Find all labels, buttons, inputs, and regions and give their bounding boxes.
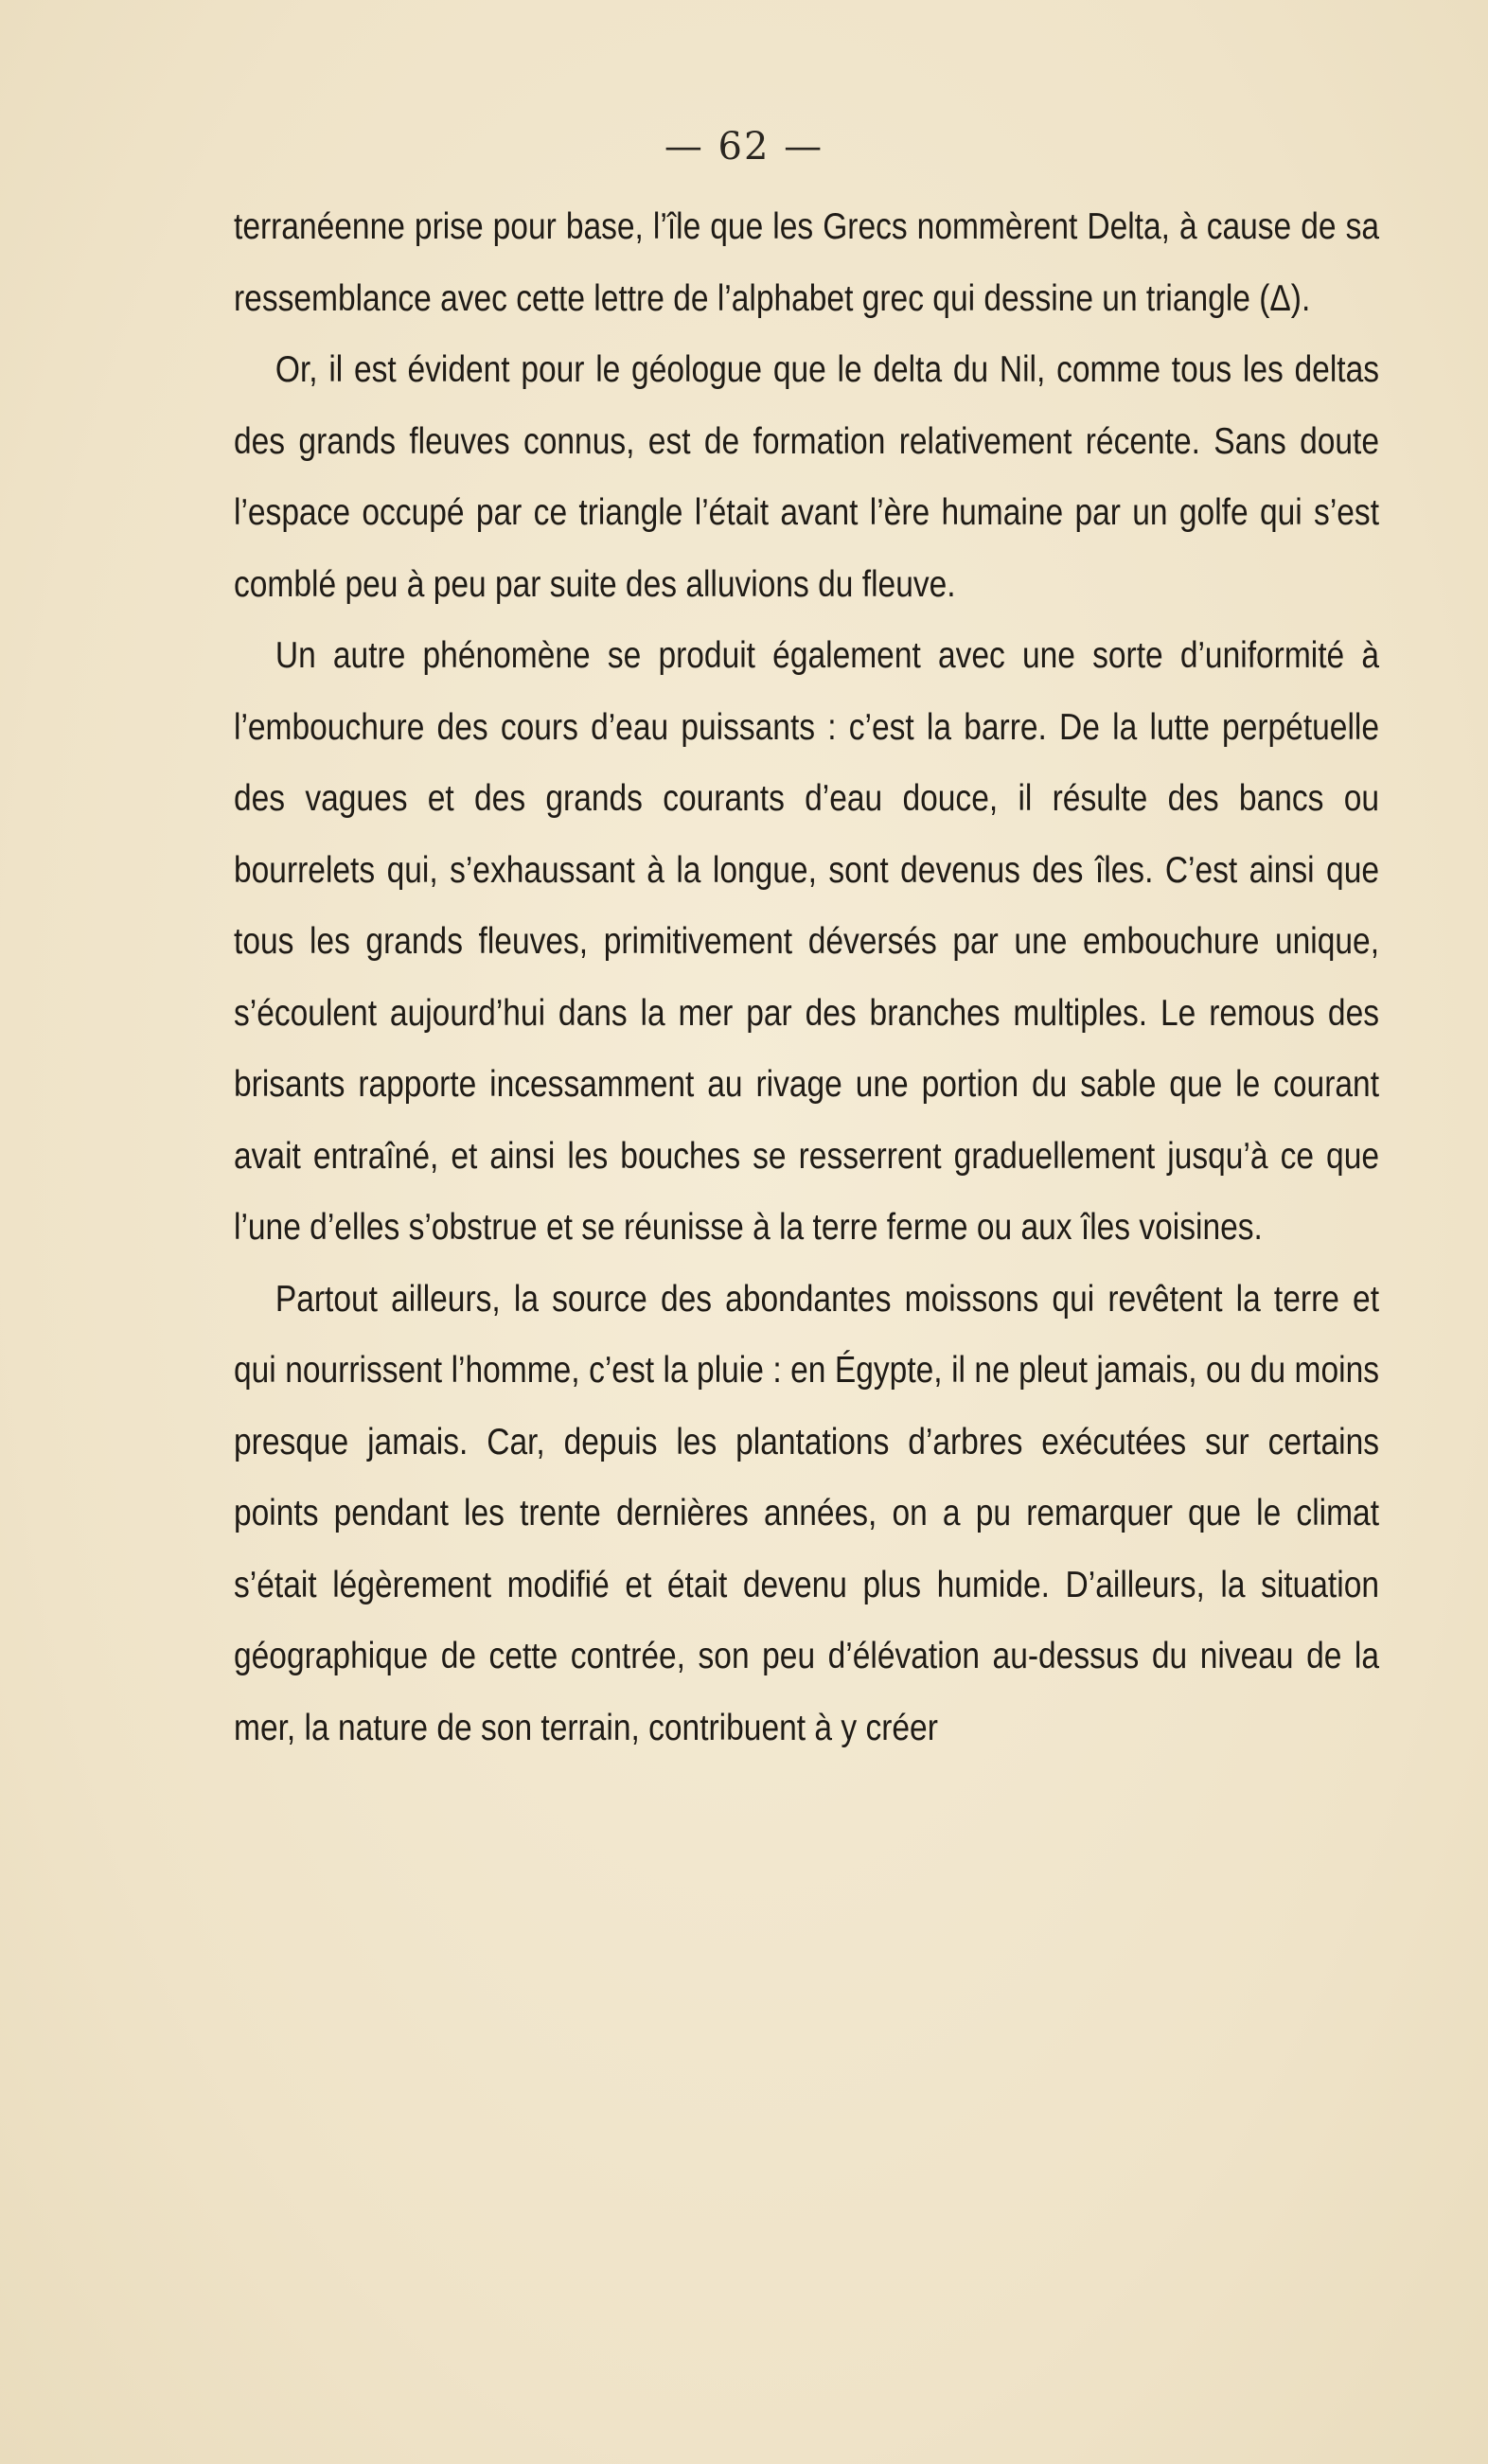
page-number: — 62 — xyxy=(664,125,824,168)
body-text xyxy=(234,191,1379,1764)
paragraph-1: terranéenne prise pour base, l’île que les Grecs nommèrent Delta, à cause de sa ressemblance avec cette lettre de l’alphabet grec qui dessine un triangle (Δ). xyxy=(234,206,1380,319)
text-column xyxy=(234,191,1379,1764)
paragraph-2: Or, il est évident pour le géologue que le delta du Nil, comme tous les deltas des grands fleuves connus, est de formation relativement récente. Sans doute l’espace occupé par ce triangle l’était avant l’ère humaine par un golfe qui s’est comblé peu à peu par suite des alluvions du fleuve. xyxy=(234,349,1380,605)
paragraph-3: Un autre phénomène se produit également avec une sorte d’uniformité à l’embouchure des cours d’eau puissants : c’est la barre. De la lutte perpétuelle des vagues et des grands courants d’eau douce, il résulte des bancs ou bourrelets qui, s’exhaussant à la longue, sont devenus des îles. C’est ainsi que tous les grands fleuves, primitivement déversés par une embouchure unique, s’écoulent aujourd’hui dans la mer par des branches multiples. Le remous des brisants rapporte incessamment au rivage une portion du sable que le courant avait entraîné, et ainsi les bouches se resserrent graduellement jusqu’à ce que l’une d’elles s’obstrue et se réunisse à la terre ferme ou aux îles voisines. xyxy=(234,635,1380,1248)
paragraph-4: Partout ailleurs, la source des abondantes moissons qui revêtent la terre et qui nourrissent l’homme, c’est la pluie : en Égypte, il ne pleut jamais, ou du moins presque jamais. Car, depuis les plantations d’arbres exécutées sur certains points pendant les trente dernières années, on a pu remarquer que le climat s’était légèrement modifié et était devenu plus humide. D’ailleurs, la situation géographique de cette contrée, son peu d’élévation au-dessus du niveau de la mer, la nature de son terrain, contribuent à y créer xyxy=(234,1278,1380,1748)
